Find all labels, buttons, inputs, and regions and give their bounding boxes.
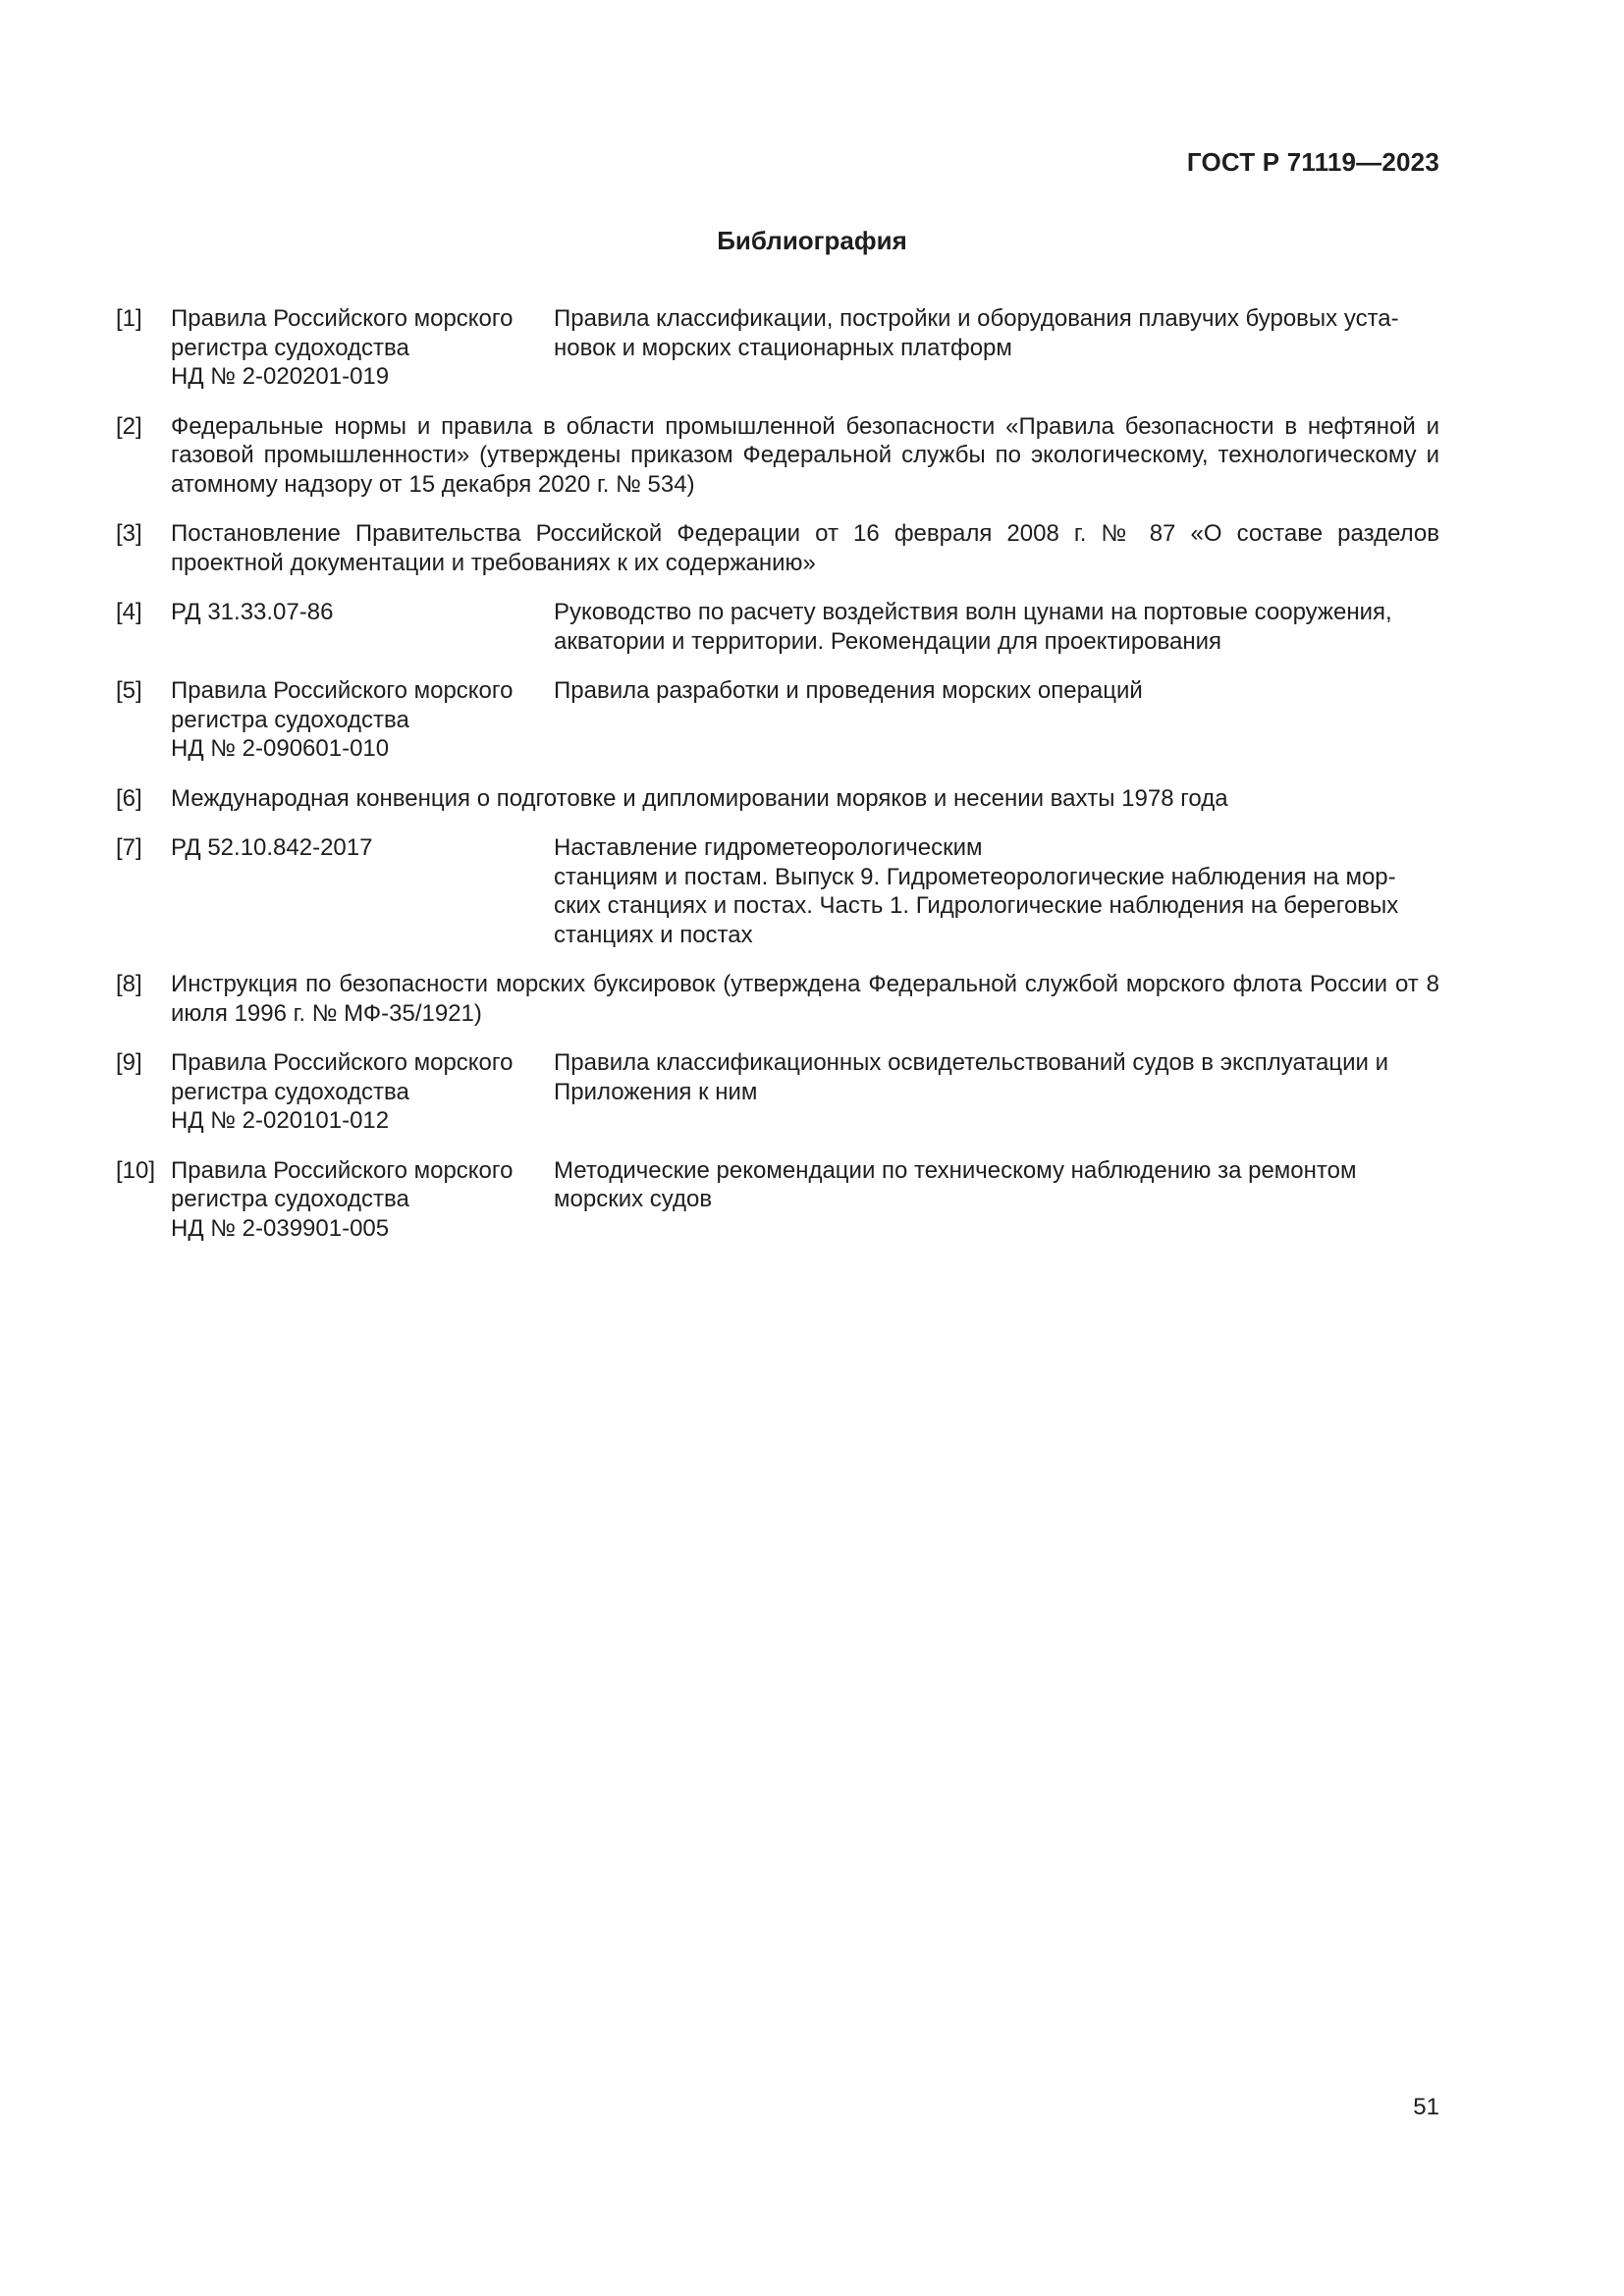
entry-source: Правила Российского морского регистра судоходства НД № 2-020201-019	[171, 305, 514, 390]
entry-source: Правила Российского морского регистра судоходства НД № 2-039901-005	[171, 1156, 514, 1242]
entry-number: [10]	[116, 1156, 156, 1184]
entry-number: [1]	[116, 305, 142, 332]
entry-number: [9]	[116, 1049, 142, 1076]
bibliography-entry-10	[116, 1156, 1439, 1244]
entry-number: [7]	[116, 834, 142, 861]
bibliography-entry-5	[116, 676, 1439, 764]
bibliography-entry-4	[116, 598, 1439, 656]
entry-number: [8]	[116, 971, 142, 997]
entry-source: РД 52.10.842-2017	[171, 834, 373, 861]
entry-title: Правила классификации, постройки и оборудования плавучих буровых уста- новок и морских стационарных платформ	[554, 305, 1399, 361]
bibliography-entry-2	[116, 412, 1439, 500]
document-id-header: ГОСТ Р 71119—2023	[1186, 147, 1439, 177]
bibliography-list	[116, 304, 1439, 1263]
entry-source: Правила Российского морского регистра судоходства НД № 2-090601-010	[171, 677, 514, 762]
entry-number: [4]	[116, 599, 142, 625]
bibliography-entry-9	[116, 1048, 1439, 1136]
entry-title: Методические рекомендации по техническому наблюдению за ремонтом морских судов	[554, 1156, 1357, 1212]
entry-title: Руководство по расчету воздействия волн цунами на портовые сооружения, акватории и территории. Рекомендации для проектирования	[554, 599, 1392, 655]
bibliography-entry-7	[116, 833, 1439, 949]
entry-text: Международная конвенция о подготовке и дипломировании моряков и несении вахты 1978 года	[171, 784, 1228, 812]
entry-number: [5]	[116, 677, 142, 704]
entry-text: Федеральные нормы и правила в области промышленной безопасности «Правила безопасности в нефтяной и газовой промышленности» (утверждены приказом Федеральной службы по экологическому, технологическому и атомному надзору от 15 декабря 2020 г. № 534)	[171, 412, 1439, 498]
entry-title: Наставление гидрометеорологическим станциям и постам. Выпуск 9. Гидрометеорологические наблюдения на мор- ских станциях и постах. Часть 1. Гидрологические наблюдения на береговых станциях и постах	[554, 834, 1399, 948]
entry-number: [6]	[116, 784, 142, 812]
entry-number: [2]	[116, 412, 142, 440]
entry-text: Постановление Правительства Российской Федерации от 16 февраля 2008 г. № 87 «О составе разделов проектной документации и требованиях к их содержанию»	[171, 520, 1439, 576]
entry-title: Правила классификационных освидетельствований судов в эксплуатации и Приложения к ним	[554, 1049, 1388, 1105]
entry-number: [3]	[116, 520, 142, 547]
bibliography-entry-6	[116, 784, 1439, 814]
entry-text: Инструкция по безопасности морских буксировок (утверждена Федеральной службой морского флота России от 8 июля 1996 г. № МФ-35/1921)	[171, 971, 1439, 1027]
bibliography-entry-3	[116, 519, 1439, 577]
section-title: Библиография	[717, 226, 907, 255]
page-number: 51	[1413, 2094, 1439, 2120]
bibliography-entry-1	[116, 304, 1439, 392]
entry-source: РД 31.33.07-86	[171, 599, 334, 625]
entry-title: Правила разработки и проведения морских операций	[554, 677, 1143, 704]
entry-source: Правила Российского морского регистра судоходства НД № 2-020101-012	[171, 1049, 514, 1134]
bibliography-entry-8	[116, 970, 1439, 1028]
